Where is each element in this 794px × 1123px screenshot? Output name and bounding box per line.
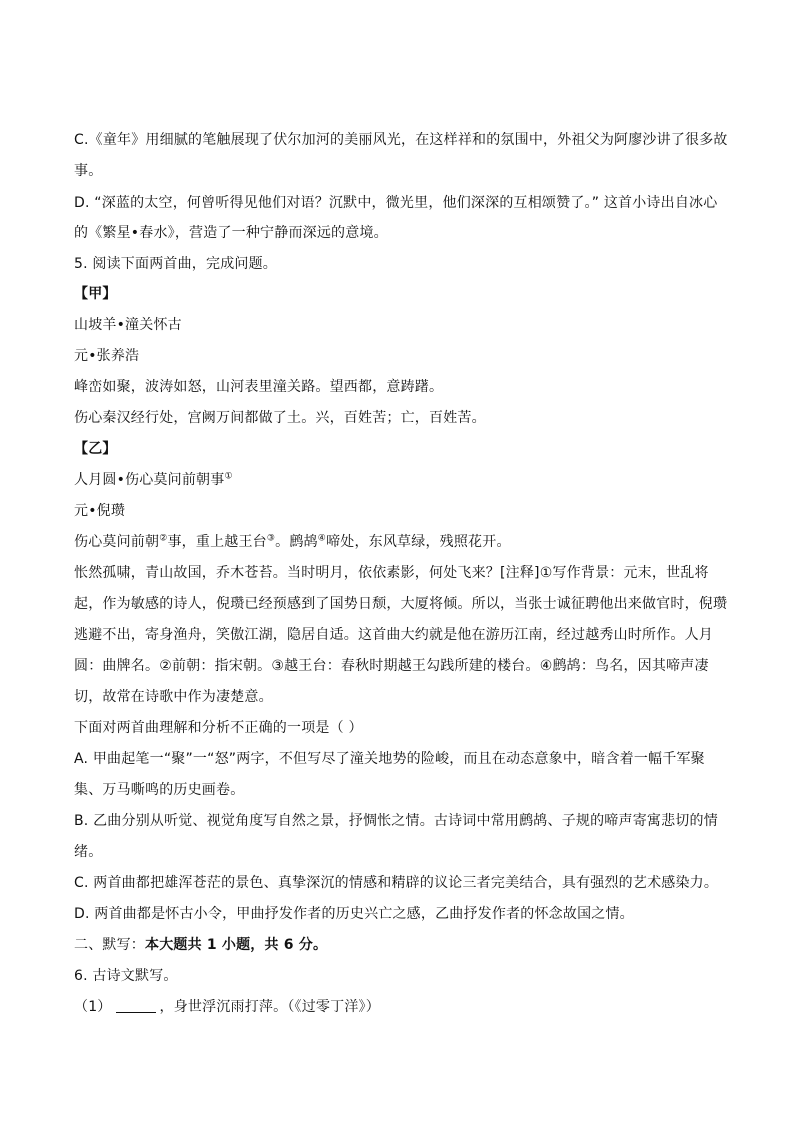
q5-stem: 5. 阅读下面两首曲，完成问题。 — [74, 256, 278, 272]
section-2-title: 二、默写： — [74, 937, 145, 953]
jia-title: 山坡羊•潼关怀古 — [74, 317, 182, 333]
option-d-prev-line1: D. “深蓝的太空，何曾听得见他们对语？沉默中，微光里，他们深深的互相颂赞了。” 这首小诗出自冰心 — [74, 195, 718, 211]
jia-label: 【甲】 — [74, 286, 117, 302]
yi-title: 人月圆•伤心莫问前朝事 — [74, 472, 225, 488]
option-d-prev-line2: 的《繁星•春水》，营造了一种宁静而深远的意境。 — [74, 225, 388, 241]
footnote-3: ③ — [266, 533, 276, 544]
section-2-info: 本大题共 1 小题，共 6 分。 — [145, 937, 328, 953]
q5-question: 下面对两首曲理解和分析不正确的一项是（ ） — [74, 720, 363, 736]
option-b-line1: B. 乙曲分别从听觉、视觉角度写自然之景，抒惆怅之情。古诗词中常用鹧鸪、子规的啼声寄寓悲切的情 — [74, 813, 718, 829]
yi-title-footnote: ① — [224, 471, 233, 482]
yi-label: 【乙】 — [74, 441, 117, 457]
jia-line1: 峰峦如聚，波涛如怒，山河表里潼关路。望西都，意踌躇。 — [74, 379, 444, 395]
yi-line1-c: 。鹧鸪 — [275, 534, 318, 550]
yi-line4: 逃避不出，寄身渔舟，笑傲江湖，隐居自适。这首曲大约就是他在游历江南，经过越秀山时所作。人月 — [74, 627, 713, 643]
option-d: D. 两首曲都是怀古小令，甲曲抒发作者的历史兴亡之感，乙曲抒发作者的怀念故国之情。 — [74, 906, 634, 922]
yi-line5: 圆：曲牌名。②前朝：指宋朝。③越王台：春秋时期越王勾践所建的楼台。④鹧鸪：鸟名，因其啼声凄 — [74, 658, 709, 674]
footnote-2: ② — [159, 533, 168, 544]
yi-title-line — [74, 470, 233, 490]
jia-line2: 伤心秦汉经行处，宫阙万间都做了土。兴，百姓苦；亡，百姓苦。 — [74, 410, 486, 426]
yi-line1-a: 伤心莫问前朝 — [74, 534, 160, 550]
answer-blank[interactable] — [116, 998, 156, 1013]
yi-line2: 怅然孤啸，青山故国，乔木苍苔。当时明月，依依素影，何处飞来？[注释]①写作背景：元末，世乱将 — [74, 565, 709, 581]
option-a-line2: 集、万马嘶鸣的历史画卷。 — [74, 782, 245, 798]
option-c-prev-line1: C.《童年》用细腻的笔触展现了伏尔加河的美丽风光，在这样祥和的氛围中，外祖父为阿廖沙讲了很多故 — [74, 132, 728, 148]
option-c: C. 两首曲都把雄浑苍茫的景色、真挚深沉的情感和精辟的议论三者完美结合，具有强烈的艺术感染力。 — [74, 875, 719, 891]
option-b-line2: 绪。 — [74, 844, 103, 860]
q6-item-1-text: ，身世浮沉雨打萍。（《过零丁洋》） — [159, 999, 380, 1015]
q6-item-1-number: （1） — [74, 999, 112, 1015]
jia-author: 元•张养浩 — [74, 348, 140, 364]
option-c-prev-line2: 事。 — [74, 163, 103, 179]
option-a-line1: A. 甲曲起笔一“聚”一“怒”两字，不但写尽了潼关地势的险峻，而且在动态意象中，暗含着一幅千军聚 — [74, 751, 705, 767]
footnote-4: ④ — [317, 533, 327, 544]
yi-line3: 起，作为敏感的诗人，倪瓒已经预感到了国势日颓，大厦将倾。所以，当张士诚征聘他出来做官时，倪瓒 — [74, 596, 728, 612]
yi-line1 — [74, 532, 511, 552]
q6-item-1 — [74, 997, 380, 1017]
q6-stem: 6. 古诗文默写。 — [74, 968, 178, 984]
yi-line1-d: 啼处，东风草绿，残照花开。 — [326, 534, 511, 550]
yi-line6: 切，故常在诗歌中作为凄楚意。 — [74, 689, 273, 705]
section-2-heading — [74, 935, 327, 955]
yi-author: 元•倪瓒 — [74, 503, 126, 519]
yi-line1-b: 事，重上越王台 — [167, 534, 267, 550]
